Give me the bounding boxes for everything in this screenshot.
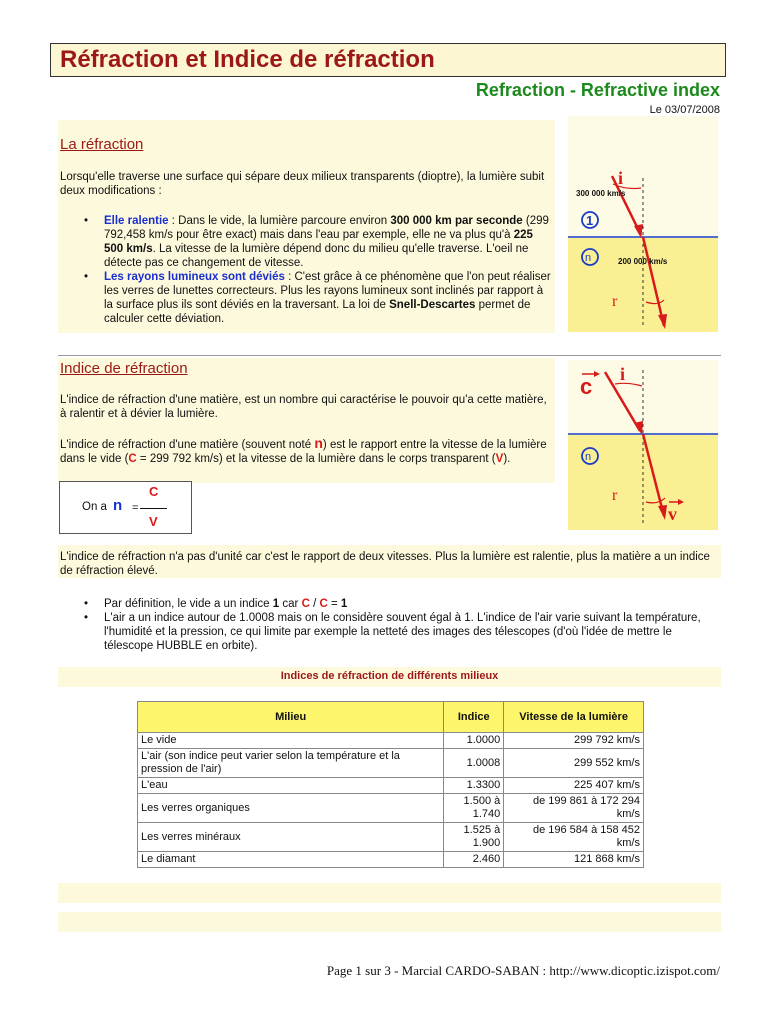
table-row: Le vide 1.0000 299 792 km/s [138,733,644,749]
page-date: Le 03/07/2008 [649,104,720,116]
table-header-row [138,702,644,733]
formula-numerator: C [149,484,159,499]
section3-p3: L'indice de réfraction n'a pas d'unité car c'est le rapport de deux vitesses. Plus la lumière est ralentie, plus la matière a un indice de réfraction élevé. [60,551,710,577]
table-row: L'air (son indice peut varier selon la température et la pression de l'air) 1.0008 299 552 km/s [138,749,644,778]
section1-heading: La réfraction [60,136,144,153]
page-subtitle: Refraction - Refractive index [475,80,720,100]
section1-intro: Lorsqu'elle traverse une surface qui sépare deux milieux transparents (dioptre), la lumière subit deux modifications : [60,171,545,197]
label-v: v [668,504,677,524]
column-header: Vitesse de la lumière [504,702,644,733]
refraction-diagram-2 [568,360,718,530]
formula-equals: = [132,502,139,514]
bottom-band-2 [58,912,721,932]
refraction-diagram-1 [568,116,718,332]
table-row: Les verres organiques 1.500 à 1.740 de 199 861 à 172 294 km/s [138,794,644,823]
column-header: Milieu [138,702,444,733]
formula-box [59,481,192,534]
label-1: 1 [586,213,594,228]
list-item: • Elle ralentie : Dans le vide, la lumière parcoure environ 300 000 km par seconde (299 792,458 km/s pour être exact) mais dans l'eau par exemple, elle ne va plus qu'à 225 500 km/s. La vitesse de la lumière dépend donc du milieu qu'elle traverse. L'oeil ne détecte pas ce changement de vitesse. [76,214,552,270]
label-n: n [585,252,592,264]
section3-list [76,597,716,653]
table-row: Le diamant 2.460 121 868 km/s [138,852,644,868]
refractive-index-table [137,701,644,868]
formula-denominator: V [149,514,158,529]
table-row: Les verres minéraux 1.525 à 1.900 de 196 584 à 158 452 km/s [138,823,644,852]
section2-heading: Indice de réfraction [60,360,188,377]
label-i: i [618,168,624,188]
speed-bottom-label: 200 000 km/s [618,257,668,266]
table-row: L'eau 1.3300 225 407 km/s [138,778,644,794]
label-c: c [580,374,593,399]
formula-n: n [113,497,123,514]
list-item: • Les rayons lumineux sont déviés : C'est grâce à ce phénomène que l'on peut réaliser les verres de lunettes correcteurs. Plus les rayons lumineux sont inclinés par rapport à la surface plus ils sont déviés en la traversant. La loi de Snell-Descartes permet de calculer cette déviation. [76,270,552,326]
label-i: i [620,364,626,384]
list-item: • Par définition, le vide a un indice 1 car C / C = 1 [76,597,716,611]
label-r: r [612,487,618,504]
bottom-band-1 [58,883,721,903]
formula-prefix: On a [82,501,107,513]
section1-list [76,214,552,326]
speed-top-label: 300 000 km/s [576,189,626,198]
list-item: • L'air a un indice autour de 1.0008 mais on le considère souvent égal à 1. L'indice de l'air varie suivant la température, l'humidité et la pression, ce qui limite par exemple la netteté des images des télescopes (d'où l'idée de mettre le télescope HUBBLE en orbite). [76,611,716,653]
label-n: n [585,451,592,463]
column-header: Indice [444,702,504,733]
page-title: Réfraction et Indice de réfraction [60,46,435,73]
section2-p1: L'indice de réfraction d'une matière, est un nombre qui caractérise le pouvoir qu'a cette matière, à ralentir et à dévier la lumière. [60,394,547,420]
fraction-bar [140,508,167,509]
table-caption: Indices de réfraction de différents milieux [280,670,499,682]
label-r: r [612,293,618,310]
section2-p2: L'indice de réfraction d'une matière (souvent noté n) est le rapport entre la vitesse de la lumière dans le vide (C = 299 792 km/s) et la vitesse de la lumière dans le corps transparent (V). [60,435,547,465]
section-divider [58,355,721,356]
page-footer: Page 1 sur 3 - Marcial CARDO-SABAN : http://www.dicoptic.izispot.com/ [326,963,720,978]
